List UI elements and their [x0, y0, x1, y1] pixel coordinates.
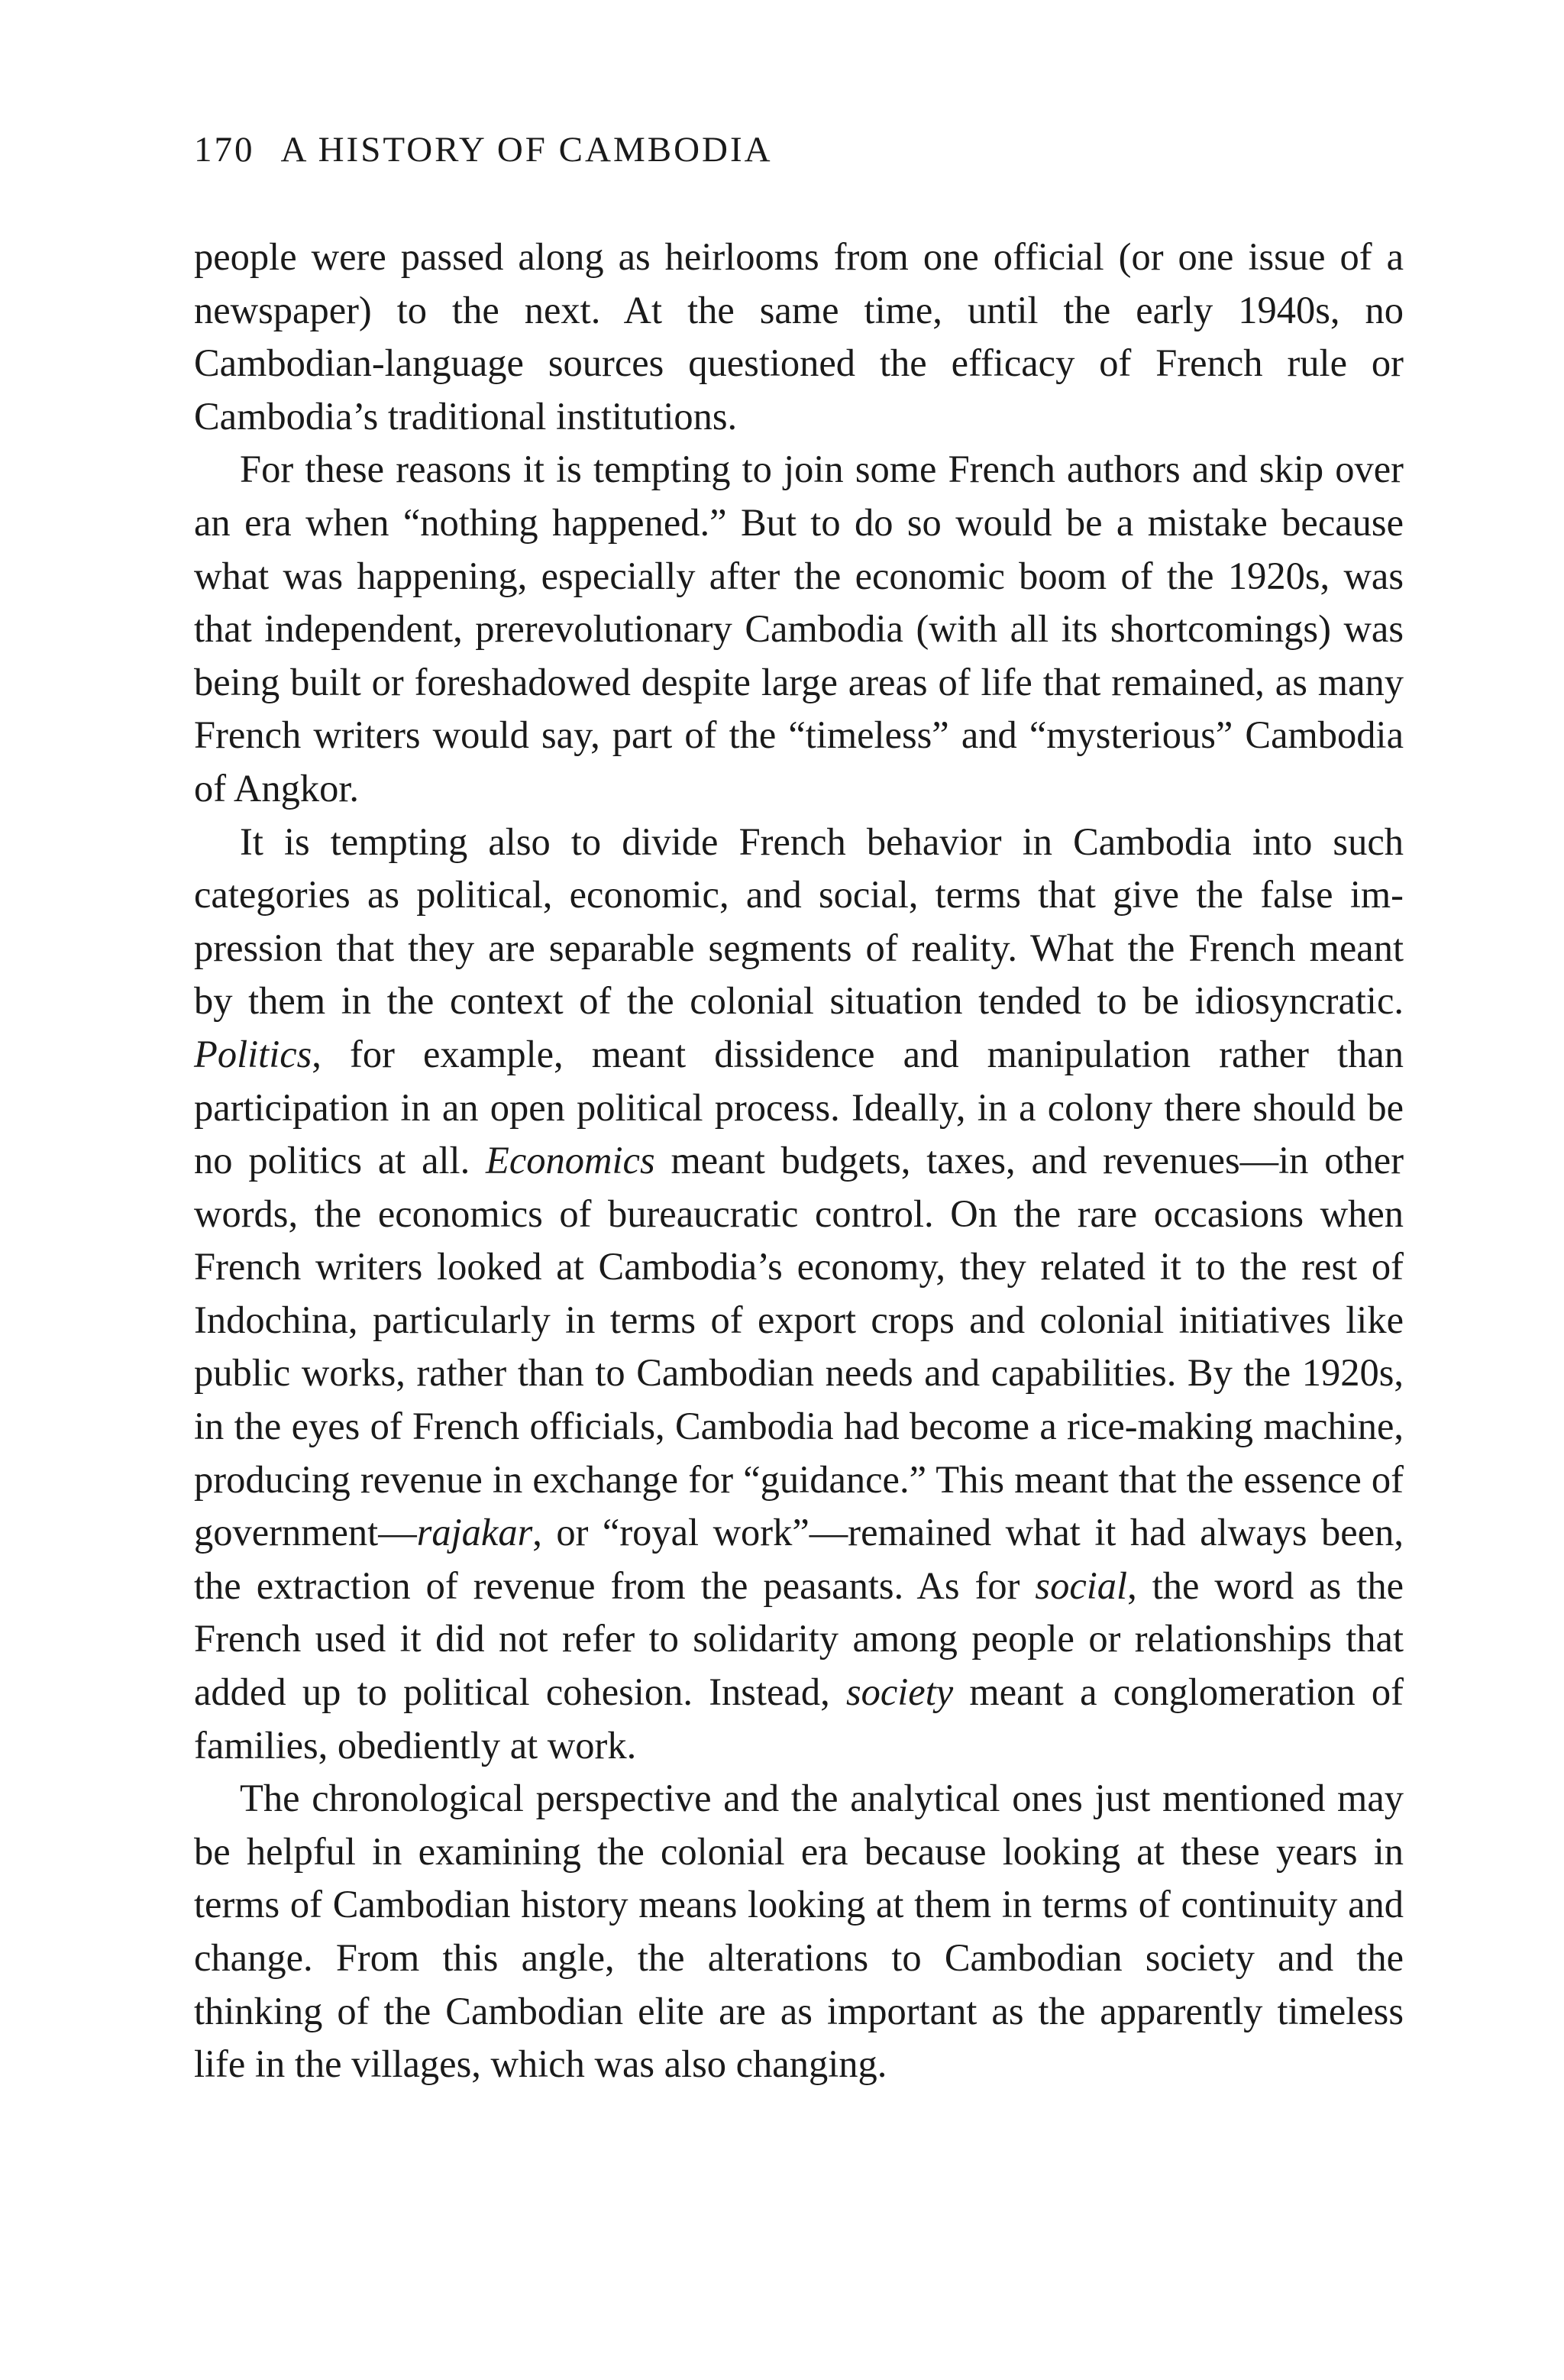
term-politics: Politics: [194, 1032, 312, 1075]
paragraph-2: [194, 443, 1404, 815]
paragraph-3-text: meant budgets, taxes, and revenues—in other words, the economics of bureaucratic control. On the rare occasions when French writers looked at Cambodia’s economy, they related it to the rest of Indochina, particularly in terms of export crops and colonial initiatives like public works, rather than to Cambodian needs and capabilities. By the 1920s, in the eyes of French officials, Cambodia had become a rice-making machine, producing revenue in exchange for “guidance.” This meant that the essence of government—: [194, 1139, 1404, 1554]
running-head: [194, 127, 773, 173]
term-society: society: [845, 1670, 954, 1714]
term-rajakar: rajakar: [416, 1511, 533, 1554]
body-text: [194, 231, 1404, 2091]
paragraph-3-text: , or “royal work”—remained what it had always been, the extraction of revenue from the peasants. As for: [194, 1511, 1404, 1607]
paragraph-1-text: people were passed along as heirlooms from one official (or one issue of a newspaper) to the next. At the same time, until the early 1940s, no Cambodian-language sources questioned the efficacy of French rule or Cambodia’s traditional institutions.: [194, 235, 1404, 438]
paragraph-3: [194, 816, 1404, 1773]
page-number: 170: [194, 130, 255, 170]
term-economics: Economics: [486, 1139, 655, 1182]
paragraph-3-text: , for example, meant dissidence and manipulation rather than participation in an open political process. Ideally, in a colony there should be no politics at all.: [194, 1032, 1404, 1182]
paragraph-4: [194, 1772, 1404, 2091]
paragraph-2-text: For these reasons it is tempting to join some French authors and skip over an era when “nothing happened.” But to do so would be a mistake because what was happening, especially after the economic boom of the 1920s, was that independent, prerevolutionary Cambodia (with all its shortcomings) was being built or foreshadowed despite large areas of life that remained, as many French writers would say, part of the “timeless” and “mysterious” Cambodia of Angkor.: [194, 448, 1404, 810]
term-social: social: [1035, 1563, 1128, 1607]
book-title: A HISTORY OF CAMBODIA: [280, 130, 773, 170]
paragraph-1: [194, 231, 1404, 443]
paragraph-4-text: The chronological perspective and the analytical ones just mentioned may be helpful in examining the colonial era because looking at these years in terms of Cambodian history means looking at them in terms of continuity and change. From this angle, the alterations to Cambodian society and the thinking of the Cambodian elite are as important as the apparently timeless life in the villages, which was also changing.: [194, 1777, 1404, 2086]
paragraph-3-text: meant a conglomeration of families, obediently at work.: [194, 1670, 1404, 1767]
paragraph-3-text: , the word as the French used it did not refer to solidarity among people or relationships that added up to political cohesion. Instead,: [194, 1563, 1404, 1714]
paragraph-3-text: It is tempting also to divide French behavior in Cambodia into such categories as political, economic, and social, terms that give the false impression that they are separable segments of reality. What the French meant by them in the context of the colonial situation tended to be idiosyncratic.: [194, 820, 1404, 1023]
